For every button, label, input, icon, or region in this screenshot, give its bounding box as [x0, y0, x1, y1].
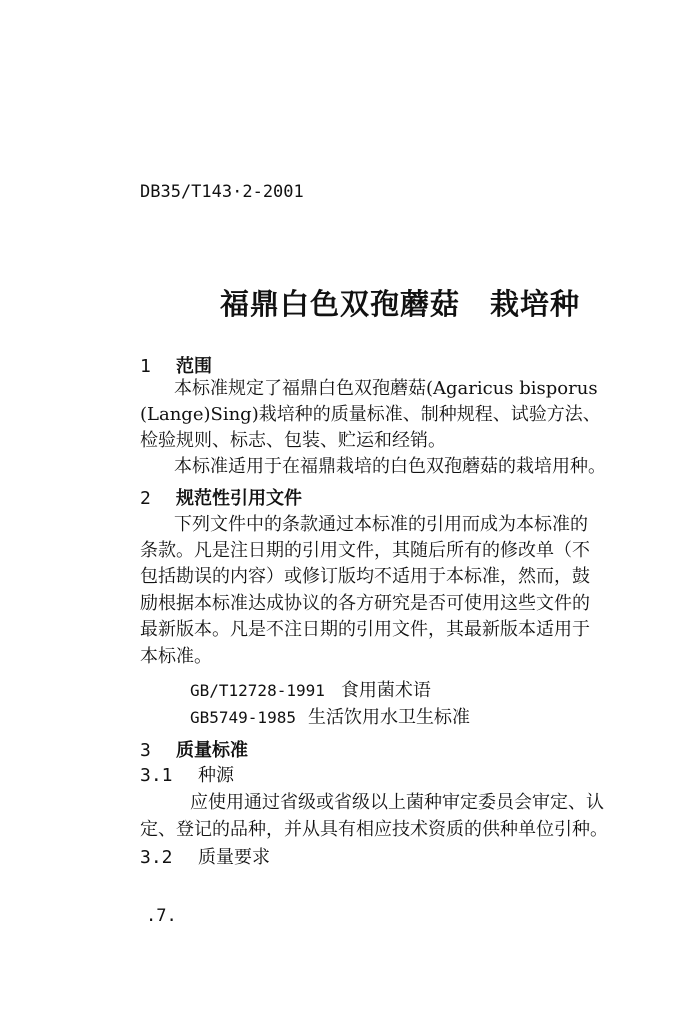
- subsection-title: 种源: [198, 765, 234, 786]
- reference-name: 生活饮用水卫生标准: [307, 707, 470, 728]
- subsection-title: 质量要求: [198, 847, 270, 868]
- paragraph-line: 本标准适用于在福鼎栽培的白色双孢蘑菇的栽培用种。: [174, 456, 606, 477]
- standard-code: DB35/T143·2-2001: [140, 182, 304, 202]
- section-2-heading: [140, 487, 302, 511]
- paragraph-line: 检验规则、标志、包装、贮运和经销。: [140, 430, 446, 451]
- reference-item: [190, 679, 431, 703]
- title-part-1: 福鼎白色双孢蘑菇: [219, 287, 460, 321]
- section-title: 规范性引用文件: [176, 488, 302, 509]
- section-3-heading: [140, 739, 248, 763]
- paragraph-line: 包括勘误的内容）或修订版均不适用于本标准，然而，鼓: [140, 566, 590, 587]
- paragraph-line: (Lange)Sing)栽培种的质量标准、制种规程、试验方法、: [140, 404, 601, 425]
- paragraph-line: 条款。凡是注日期的引用文件，其随后所有的修改单（不: [140, 540, 590, 561]
- section-number: 2: [140, 488, 151, 509]
- reference-code: GB/T12728-1991: [190, 681, 325, 700]
- page-number: .7.: [146, 906, 177, 926]
- paragraph-line: 励根据本标准达成协议的各方研究是否可使用这些文件的: [140, 593, 590, 614]
- paragraph-line: 定、登记的品种，并从具有相应技术资质的供种单位引种。: [140, 819, 608, 840]
- section-title: 质量标准: [176, 740, 248, 761]
- subsection-number: 3.1: [140, 765, 173, 786]
- subsection-number: 3.2: [140, 847, 173, 868]
- paragraph-line: 本标准。: [140, 646, 212, 667]
- section-number: 3: [140, 740, 151, 761]
- section-title: 范围: [176, 356, 212, 377]
- paragraph-line: 本标准规定了福鼎白色双孢蘑菇(Agaricus bisporus: [174, 378, 598, 399]
- section-number: 1: [140, 356, 151, 377]
- subsection-3-1-heading: [140, 764, 234, 788]
- document-title: [140, 282, 660, 323]
- section-1-heading: [140, 355, 212, 379]
- subsection-3-2-heading: [140, 846, 270, 870]
- reference-code: GB5749-1985: [190, 708, 296, 727]
- title-part-2: 栽培种: [490, 287, 581, 321]
- reference-name: 食用菌术语: [340, 680, 431, 701]
- paragraph-line: 下列文件中的条款通过本标准的引用而成为本标准的: [174, 514, 588, 535]
- reference-item: [190, 706, 470, 730]
- paragraph-line: 应使用通过省级或省级以上菌种审定委员会审定、认: [190, 792, 604, 813]
- paragraph-line: 最新版本。凡是不注日期的引用文件，其最新版本适用于: [140, 619, 590, 640]
